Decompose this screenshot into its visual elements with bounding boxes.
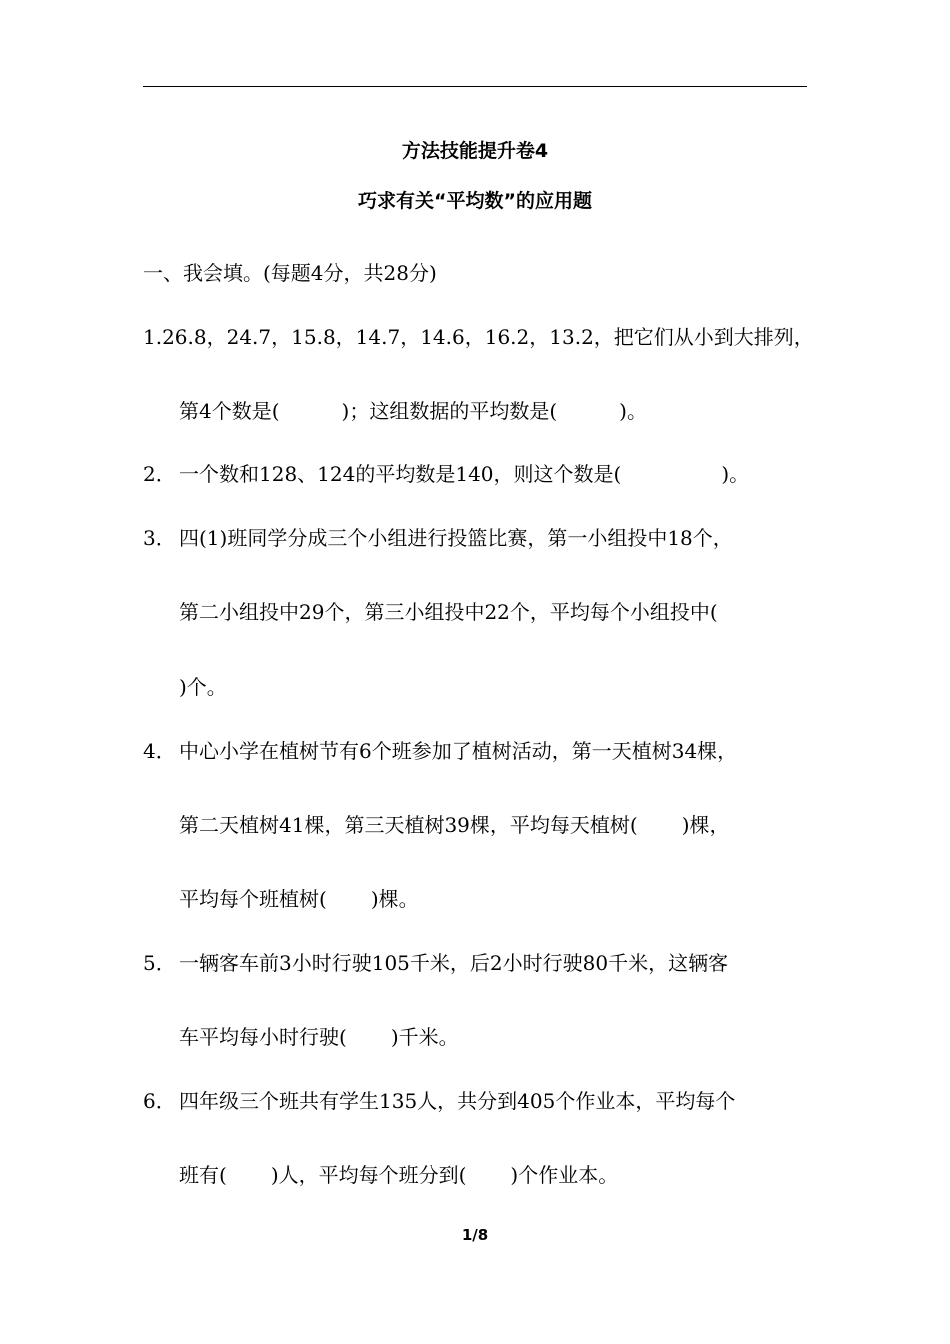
q6-line1: 四年级三个班共有学生135人，共分到405个作业本，平均每个 xyxy=(179,1089,736,1113)
q4-text-b: )棵， xyxy=(681,813,730,837)
q6-text-b: )人，平均每个班分到( xyxy=(270,1163,467,1187)
page-subtitle: 巧求有关“平均数”的应用题 xyxy=(358,190,592,212)
q1-line1: 1.26.8，24.7，15.8，14.7，14.6，16.2，13.2，把它们从小到大排列， xyxy=(143,325,814,349)
q4-text-c: 平均每个班植树( xyxy=(179,887,327,911)
q4-line2 xyxy=(179,813,730,837)
q4-number: 4． xyxy=(143,739,176,763)
q2-number: 2． xyxy=(143,462,176,486)
q5-text-a: 车平均每小时行驶( xyxy=(179,1025,347,1049)
q1-text-b: )；这组数据的平均数是( xyxy=(341,399,558,423)
q1-text-a: 第4个数是( xyxy=(179,399,280,423)
q5-number: 5． xyxy=(143,951,176,975)
q1-line2 xyxy=(179,399,647,423)
q5-line2 xyxy=(179,1025,459,1049)
q3-line1: 四(1)班同学分成三个小组进行投篮比赛，第一小组投中18个， xyxy=(179,526,733,550)
q5-line1: 一辆客车前3小时行驶105千米，后2小时行驶80千米，这辆客 xyxy=(179,951,729,975)
q6-number: 6． xyxy=(143,1089,176,1113)
page-title: 方法技能提升卷4 xyxy=(401,140,549,162)
q6-text-c: )个作业本。 xyxy=(510,1163,619,1187)
q5-text-b: )千米。 xyxy=(390,1025,459,1049)
q4-line1: 中心小学在植树节有6个班参加了植树活动，第一天植树34棵， xyxy=(179,739,738,763)
q1-text-c: )。 xyxy=(619,399,647,423)
q6-text-a: 班有( xyxy=(179,1163,227,1187)
q6-line2 xyxy=(179,1163,618,1187)
q4-text-a: 第二天植树41棵，第三天植树39棵，平均每天植树( xyxy=(179,813,638,837)
q2-text-b: )。 xyxy=(721,462,750,486)
q3-line3: )个。 xyxy=(179,675,227,699)
section-heading: 一、我会填。(每题4分，共28分) xyxy=(143,261,437,285)
page-number: 1/8 xyxy=(461,1226,489,1244)
q4-line3 xyxy=(179,887,419,911)
q3-line2: 第二小组投中29个，第三小组投中22个，平均每个小组投中( xyxy=(179,600,718,624)
q2-text-a: 一个数和128、124的平均数是140，则这个数是( xyxy=(179,462,622,486)
header-rule xyxy=(143,86,807,87)
q3-number: 3． xyxy=(143,526,176,550)
q4-text-d: )棵。 xyxy=(370,887,419,911)
q2-line1 xyxy=(179,462,749,486)
